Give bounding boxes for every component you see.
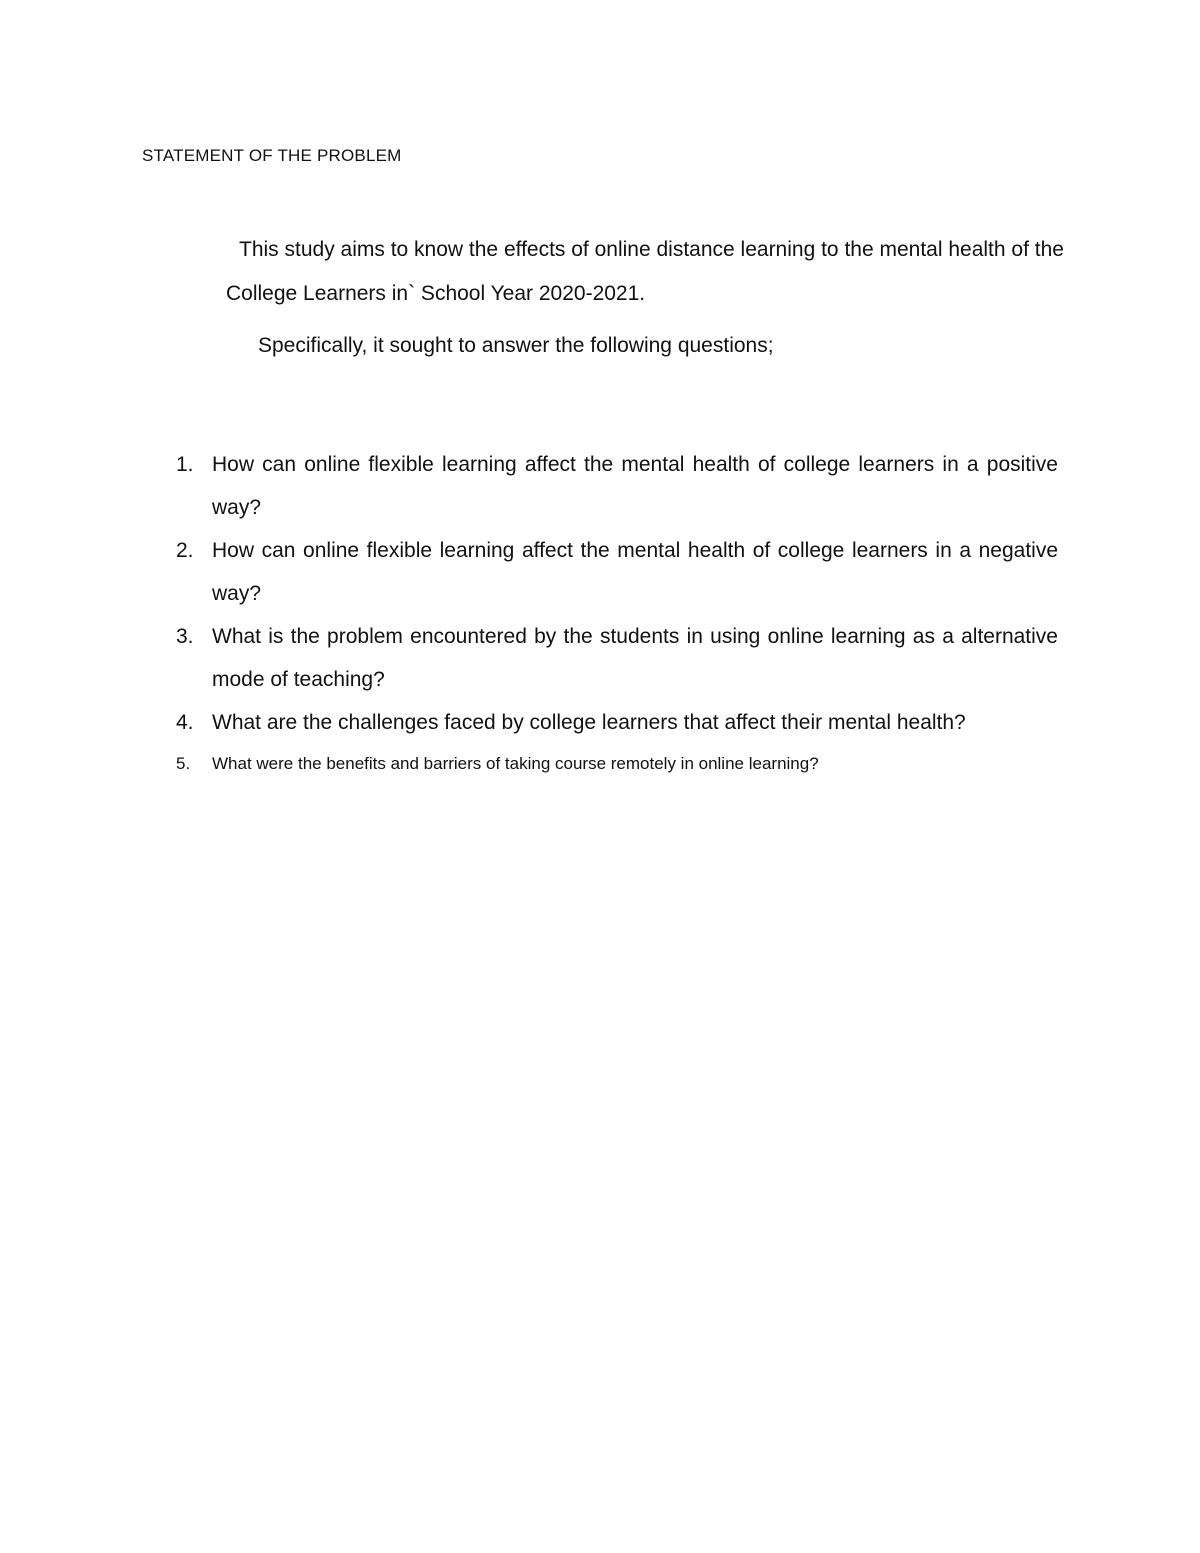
question-text: What are the challenges faced by college learners that affect their mental health? (212, 711, 966, 734)
question-text: How can online flexible learning affect the mental health of college learners in a positive way? (212, 453, 1058, 519)
question-number: 3. (176, 625, 194, 648)
specifically-paragraph: Specifically, it sought to answer the following questions; (258, 334, 774, 357)
question-number: 4. (176, 711, 194, 734)
list-item (170, 744, 1058, 784)
question-number: 5. (176, 754, 191, 773)
question-text: What is the problem encountered by the students in using online learning as a alternative mode of teaching? (212, 625, 1058, 691)
list-item (170, 443, 1058, 529)
list-item (170, 529, 1058, 615)
list-item (170, 615, 1058, 701)
question-text: What were the benefits and barriers of taking course remotely in online learning? (212, 754, 819, 773)
intro-paragraph: This study aims to know the effects of online distance learning to the mental health of the College Learners in` School Year 2020-2021. (226, 238, 1064, 305)
question-text: How can online flexible learning affect the mental health of college learners in a negative way? (212, 539, 1058, 605)
page-title: STATEMENT OF THE PROBLEM (142, 146, 402, 165)
question-number: 2. (176, 539, 194, 562)
list-item (170, 701, 1058, 744)
question-number: 1. (176, 453, 194, 476)
question-list (170, 443, 1058, 784)
